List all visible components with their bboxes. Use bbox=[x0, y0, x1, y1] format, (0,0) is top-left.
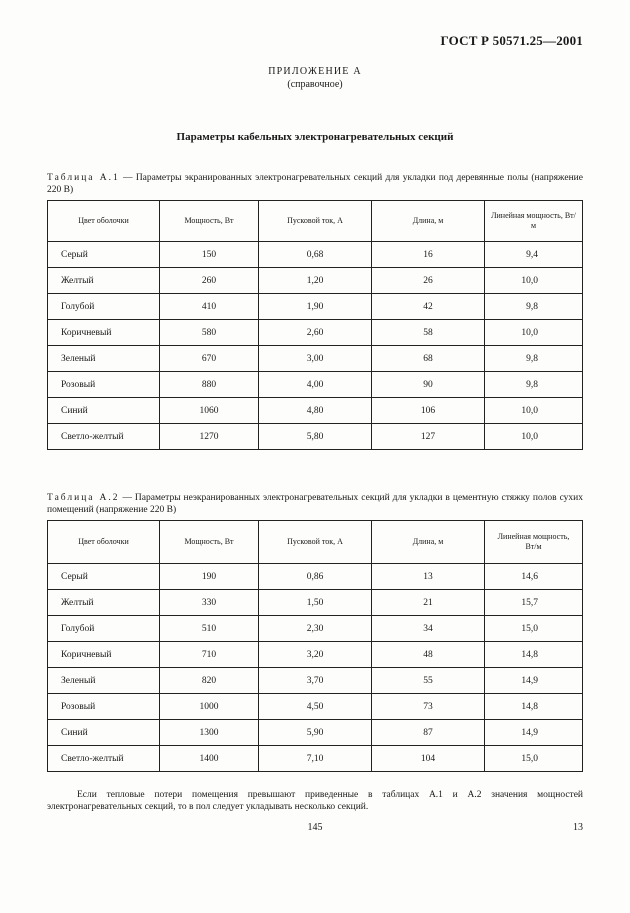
cell-power: 820 bbox=[160, 668, 259, 694]
cell-linear-power: 15,7 bbox=[485, 590, 583, 616]
cell-current: 2,30 bbox=[259, 616, 372, 642]
table-row bbox=[48, 346, 583, 372]
cell-power: 1000 bbox=[160, 694, 259, 720]
table-row bbox=[48, 694, 583, 720]
table-row bbox=[48, 616, 583, 642]
cell-current: 3,00 bbox=[259, 346, 372, 372]
cell-linear-power: 15,0 bbox=[485, 746, 583, 772]
cell-linear-power: 10,0 bbox=[485, 398, 583, 424]
cell-power: 150 bbox=[160, 242, 259, 268]
cell-color: Голубой bbox=[48, 616, 160, 642]
table-row bbox=[48, 746, 583, 772]
table-row bbox=[48, 668, 583, 694]
cell-length: 55 bbox=[372, 668, 485, 694]
table-row bbox=[48, 590, 583, 616]
cell-power: 1270 bbox=[160, 424, 259, 450]
cell-power: 330 bbox=[160, 590, 259, 616]
cell-color: Зеленый bbox=[48, 668, 160, 694]
table2-header-row bbox=[48, 521, 583, 564]
cell-power: 190 bbox=[160, 564, 259, 590]
cell-current: 5,80 bbox=[259, 424, 372, 450]
cell-power: 510 bbox=[160, 616, 259, 642]
appendix-subtitle: (справочное) bbox=[287, 79, 343, 90]
cell-power: 1060 bbox=[160, 398, 259, 424]
cell-color: Серый bbox=[48, 564, 160, 590]
cell-linear-power: 10,0 bbox=[485, 424, 583, 450]
cell-length: 42 bbox=[372, 294, 485, 320]
cell-color: Зеленый bbox=[48, 346, 160, 372]
cell-power: 1300 bbox=[160, 720, 259, 746]
cell-linear-power: 9,8 bbox=[485, 372, 583, 398]
table-row bbox=[48, 242, 583, 268]
cell-power: 710 bbox=[160, 642, 259, 668]
cell-current: 7,10 bbox=[259, 746, 372, 772]
cell-color: Светло-желтый bbox=[48, 746, 160, 772]
cell-linear-power: 14,8 bbox=[485, 694, 583, 720]
cell-color: Синий bbox=[48, 720, 160, 746]
cell-length: 68 bbox=[372, 346, 485, 372]
cell-current: 0,86 bbox=[259, 564, 372, 590]
table1-col-power: Мощность, Вт bbox=[160, 201, 259, 242]
cell-length: 87 bbox=[372, 720, 485, 746]
cell-color: Светло-желтый bbox=[48, 424, 160, 450]
cell-length: 13 bbox=[372, 564, 485, 590]
cell-color: Желтый bbox=[48, 590, 160, 616]
cell-power: 670 bbox=[160, 346, 259, 372]
document-code: ГОСТ Р 50571.25—2001 bbox=[440, 33, 583, 48]
main-title: Параметры кабельных электронагревательных секций bbox=[176, 131, 454, 143]
table-row bbox=[48, 564, 583, 590]
table1 bbox=[47, 200, 583, 450]
cell-color: Серый bbox=[48, 242, 160, 268]
cell-length: 104 bbox=[372, 746, 485, 772]
table1-caption-label: Таблица А.1 bbox=[47, 173, 120, 183]
cell-linear-power: 14,9 bbox=[485, 668, 583, 694]
table-row bbox=[48, 398, 583, 424]
table1-col-color: Цвет оболочки bbox=[48, 201, 160, 242]
cell-color: Коричневый bbox=[48, 320, 160, 346]
table2-col-length: Длина, м bbox=[372, 521, 485, 564]
table-row bbox=[48, 372, 583, 398]
cell-length: 106 bbox=[372, 398, 485, 424]
table-row bbox=[48, 642, 583, 668]
cell-power: 880 bbox=[160, 372, 259, 398]
cell-current: 1,90 bbox=[259, 294, 372, 320]
cell-length: 73 bbox=[372, 694, 485, 720]
table1-caption bbox=[47, 172, 583, 196]
cell-current: 5,90 bbox=[259, 720, 372, 746]
cell-linear-power: 10,0 bbox=[485, 320, 583, 346]
cell-color: Желтый bbox=[48, 268, 160, 294]
table2-caption-text: — Параметры неэкранированных электронагревательных секций для укладки в цементную стяжку полов сухих помещений (напряжение 220 В) bbox=[47, 493, 583, 515]
cell-linear-power: 15,0 bbox=[485, 616, 583, 642]
table1-col-length: Длина, м bbox=[372, 201, 485, 242]
cell-current: 1,50 bbox=[259, 590, 372, 616]
table2-caption bbox=[47, 492, 583, 516]
cell-current: 3,70 bbox=[259, 668, 372, 694]
cell-length: 127 bbox=[372, 424, 485, 450]
cell-current: 1,20 bbox=[259, 268, 372, 294]
cell-length: 90 bbox=[372, 372, 485, 398]
cell-color: Розовый bbox=[48, 694, 160, 720]
cell-length: 21 bbox=[372, 590, 485, 616]
cell-linear-power: 9,8 bbox=[485, 346, 583, 372]
cell-linear-power: 9,8 bbox=[485, 294, 583, 320]
cell-length: 58 bbox=[372, 320, 485, 346]
table-row bbox=[48, 424, 583, 450]
table2-col-linear-power: Линейная мощность, Вт/м bbox=[485, 521, 583, 564]
cell-current: 4,00 bbox=[259, 372, 372, 398]
table-row bbox=[48, 268, 583, 294]
cell-linear-power: 14,8 bbox=[485, 642, 583, 668]
cell-power: 410 bbox=[160, 294, 259, 320]
table2-col-power: Мощность, Вт bbox=[160, 521, 259, 564]
table1-caption-text: — Параметры экранированных электронагревательных секций для укладки под деревянные полы (напряжение 220 В) bbox=[47, 173, 583, 195]
table2-col-current: Пусковой ток, А bbox=[259, 521, 372, 564]
cell-length: 26 bbox=[372, 268, 485, 294]
table-row bbox=[48, 720, 583, 746]
cell-power: 1400 bbox=[160, 746, 259, 772]
table2 bbox=[47, 520, 583, 772]
cell-length: 16 bbox=[372, 242, 485, 268]
appendix-title: ПРИЛОЖЕНИЕ А bbox=[268, 66, 362, 77]
footnote: Если тепловые потери помещения превышают приведенные в таблицах А.1 и А.2 значения мощностей электронагревательных секций, то в пол следует укладывать несколько секций. bbox=[47, 790, 583, 812]
table2-caption-label: Таблица А.2 bbox=[47, 493, 120, 503]
table1-header-row bbox=[48, 201, 583, 242]
cell-length: 48 bbox=[372, 642, 485, 668]
page-number: 145 bbox=[307, 822, 323, 833]
table-row bbox=[48, 294, 583, 320]
cell-current: 2,60 bbox=[259, 320, 372, 346]
cell-power: 580 bbox=[160, 320, 259, 346]
table2-col-color: Цвет оболочки bbox=[48, 521, 160, 564]
cell-current: 4,80 bbox=[259, 398, 372, 424]
cell-current: 3,20 bbox=[259, 642, 372, 668]
cell-color: Голубой bbox=[48, 294, 160, 320]
cell-color: Синий bbox=[48, 398, 160, 424]
cell-current: 4,50 bbox=[259, 694, 372, 720]
table-row bbox=[48, 320, 583, 346]
cell-power: 260 bbox=[160, 268, 259, 294]
cell-color: Розовый bbox=[48, 372, 160, 398]
sheet-number: 13 bbox=[573, 822, 583, 833]
table1-col-current: Пусковой ток, А bbox=[259, 201, 372, 242]
cell-linear-power: 14,9 bbox=[485, 720, 583, 746]
cell-linear-power: 9,4 bbox=[485, 242, 583, 268]
cell-color: Коричневый bbox=[48, 642, 160, 668]
table1-col-linear-power: Линейная мощность, Вт/м bbox=[485, 201, 583, 242]
cell-linear-power: 10,0 bbox=[485, 268, 583, 294]
cell-length: 34 bbox=[372, 616, 485, 642]
cell-current: 0,68 bbox=[259, 242, 372, 268]
cell-linear-power: 14,6 bbox=[485, 564, 583, 590]
